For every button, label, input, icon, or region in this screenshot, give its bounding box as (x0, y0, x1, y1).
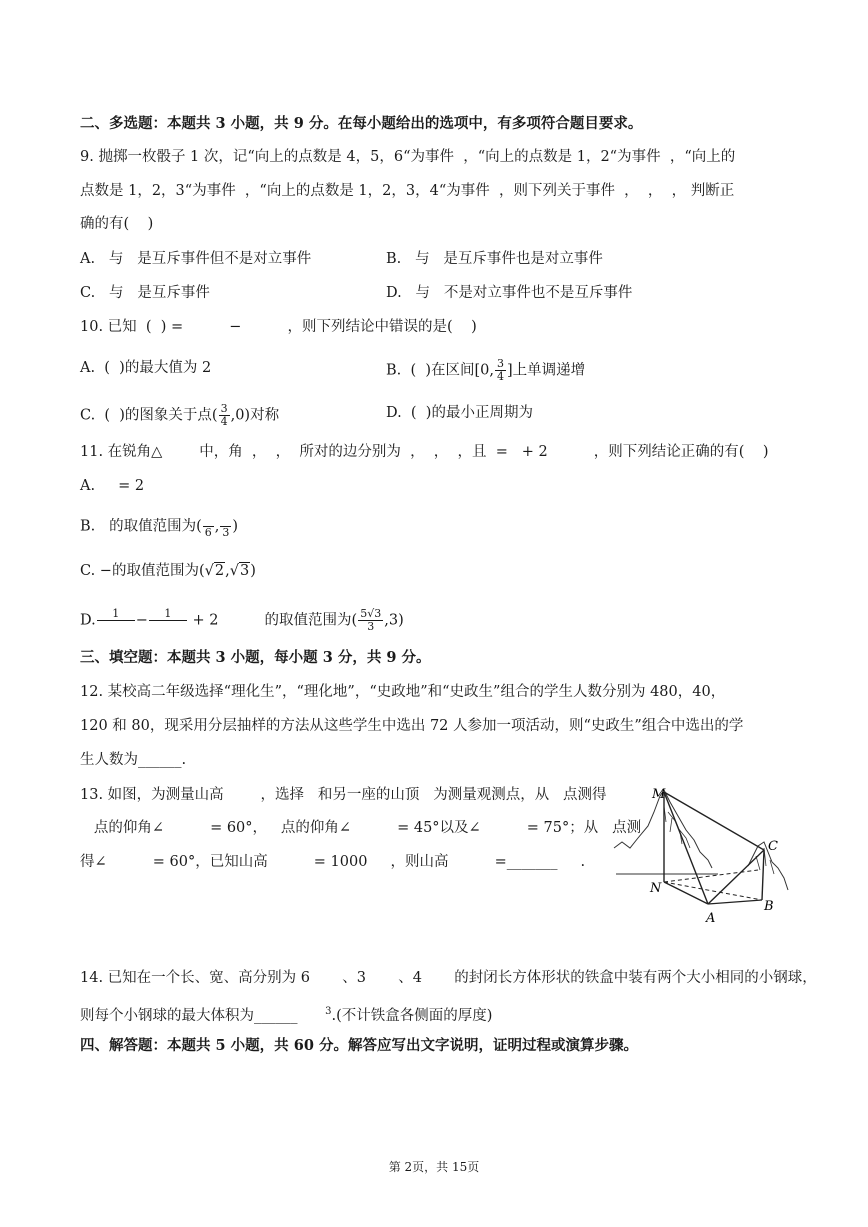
q11-d-num3: 5√3 (360, 607, 382, 620)
q14-superscript: 3 (325, 1006, 332, 1017)
q11-d-fraction3 (358, 608, 383, 633)
q10-c-fraction (219, 403, 230, 428)
q11-d-den2 (149, 621, 187, 633)
q14-line2 (80, 1002, 492, 1026)
q11-b-den2: 3 (222, 526, 230, 539)
q11-d-suffix: ,3) (384, 612, 404, 629)
q11-line1: 11. 在锐角△ 中，角 ， ， 所对的边分别为 ， ， ，且 = + 2 ，则下列结论正确的有( ) (80, 444, 769, 460)
q10-c-den: 4 (220, 415, 228, 428)
q11-c-suffix: ) (250, 563, 256, 579)
q9-option-a: A. 与 是互斥事件但不是对立事件 (80, 251, 312, 267)
q11-c-root1: 2 (214, 563, 225, 579)
q10-c-suffix: ,0)对称 (230, 407, 280, 424)
q13-line2: 点的仰角∠ = 60°， 点的仰角∠ = 45°以及∠ = 75°；从 点测 (80, 820, 642, 836)
q10-c-num: 3 (220, 402, 228, 415)
q10-option-b (386, 358, 585, 383)
q11-option-b: B. 的取值范围为( 6 , 3 ) (80, 514, 238, 539)
section3-header: 三、填空题：本题共 3 小题，每小题 3 分，共 9 分。 (80, 649, 431, 666)
q10-c-prefix: C. ( )的图象关于点( (80, 407, 218, 424)
q11-d-den3: 3 (367, 620, 375, 633)
q10-option-a: A. ( )的最大值为 2 (80, 360, 212, 376)
q12-line2: 120 和 80，现采用分层抽样的方法从这些学生中选出 72 人参加一项活动，则“史政生”组合中选出的学 (80, 718, 744, 734)
q11-d-den1 (97, 621, 135, 633)
q11-d-fraction1 (97, 608, 135, 633)
section2-header: 二、多选题：本题共 3 小题，共 9 分。在每小题给出的选项中，有多项符合题目要求。 (80, 115, 643, 132)
label-A: A (706, 911, 716, 926)
q10-line1: 10. 已知 ( ) = − ，则下列结论中错误的是( ) (80, 319, 477, 335)
q10-b-suffix: ]上单调递增 (507, 362, 586, 379)
q11-d-num1: 1 (97, 608, 135, 621)
q11-option-d: D. 1 − 1 + 2 的取值范围为( $\frac{5√3}{3}$ ,3) (80, 607, 404, 633)
q11-b-prefix: B. 的取值范围为( (80, 518, 202, 535)
q9-option-b: B. 与 是互斥事件也是对立事件 (386, 251, 603, 267)
q11-d-prefix: D. (80, 612, 96, 629)
q11-c-prefix: C. −的取值范围为( (80, 563, 205, 579)
label-B: B (764, 899, 774, 914)
mountain-figure (608, 782, 794, 928)
page-footer: 第 2页，共 15页 (388, 1160, 480, 1174)
q14-line2-suffix: .(不计铁盒各侧面的厚度) (331, 1007, 493, 1024)
q11-b-fraction1 (203, 514, 214, 539)
q11-c-root2: 3 (239, 563, 250, 579)
q11-b-den1: 6 (204, 526, 212, 539)
q10-b-fraction (495, 358, 506, 383)
q11-d-fraction2 (149, 608, 187, 633)
section4-header: 四、解答题：本题共 5 小题，共 60 分。解答应写出文字说明，证明过程或演算步骤。 (80, 1037, 638, 1054)
q9-option-d: D. 与 不是对立事件也不是互斥事件 (386, 285, 633, 301)
q9-line2: 点数是 1，2，3“为事件 ，“向上的点数是 1，2，3，4“为事件 ，则下列关于事件 ， ， ， 判断正 (80, 183, 735, 199)
q14-line1: 14. 已知在一个长、宽、高分别为 6 、3 、4 的封闭长方体形状的铁盒中装有两个大小相同的小钢球， (80, 970, 817, 986)
q9-line3: 确的有( ) (80, 216, 154, 232)
q11-option-c: C. −的取值范围为(√2,√3) (80, 563, 256, 579)
q10-option-c (80, 403, 279, 428)
q14-line2-prefix: 则每个小钢球的最大体积为______ (80, 1007, 326, 1024)
q11-b-fraction2 (220, 514, 231, 539)
label-N: N (650, 881, 662, 896)
q9-option-c: C. 与 是互斥事件 (80, 285, 210, 301)
q13-line1: 13. 如图，为测量山高 ，选择 和另一座的山顶 为测量观测点，从 点测得 (80, 787, 607, 803)
label-M: M (652, 787, 666, 802)
q11-option-a: A. = 2 (80, 478, 145, 494)
q10-b-num: 3 (497, 357, 505, 370)
q11-b-suffix: ) (232, 518, 239, 535)
q12-line3: 生人数为______. (80, 752, 187, 768)
q11-d-num2: 1 (149, 608, 187, 621)
q10-b-prefix: B. ( )在区间[0, (386, 362, 495, 379)
q12-line1: 12. 某校高二年级选择“理化生”，“理化地”，“史政地”和“史政生”组合的学生人数分别为 480，40， (80, 684, 726, 700)
q10-b-den: 4 (497, 370, 505, 383)
label-C: C (768, 839, 778, 854)
q11-d-mid: + 2 的取值范围为( (187, 612, 358, 629)
q10-option-d: D. ( )的最小正周期为 (386, 405, 533, 421)
q9-line1: 9. 抛掷一枚骰子 1 次，记“向上的点数是 4，5，6“为事件 ，“向上的点数是 1，2“为事件 ，“向上的 (80, 149, 736, 165)
q13-line3: 得∠ = 60°，已知山高 = 1000 ，则山高 =_______ . (80, 854, 586, 870)
